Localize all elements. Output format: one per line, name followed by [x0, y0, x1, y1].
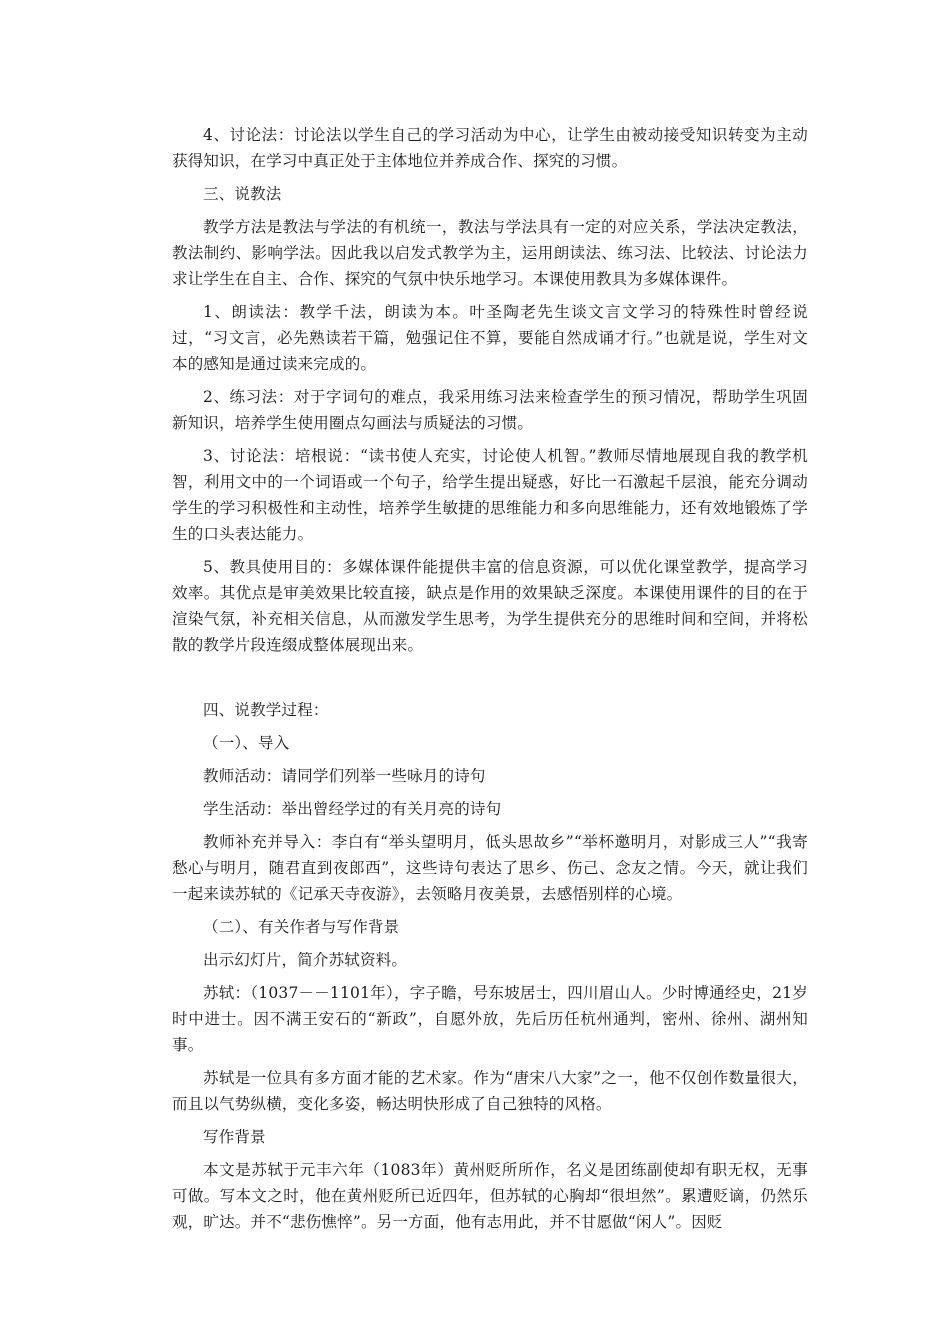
paragraph-slide-intro: 出示幻灯片，简介苏轼资料。: [203, 951, 408, 969]
subheading-author-background: （二）、有关作者与写作背景: [203, 918, 400, 936]
document-body: [172, 122, 808, 1242]
paragraph-su-shi-bio: 苏轼：（1037－－1101年），字子瞻，号东坡居士，四川眉山人。少时博通经史，21岁时中进士。因不满王安石的“新政”，自愿外放，先后历任杭州通判，密州、徐州、湖州知事。: [172, 984, 808, 1054]
paragraph-practice-method: 2、练习法：对于字词句的难点，我采用练习法来检查学生的预习情况，帮助学生巩固新知识，培养学生使用圈点勾画法与质疑法的习惯。: [172, 388, 808, 432]
heading-teaching-process: 四、说教学过程：: [203, 701, 329, 719]
subheading-writing-background: 写作背景: [203, 1128, 266, 1146]
paragraph-teaching-aids: 5、教具使用目的：多媒体课件能提供丰富的信息资源，可以优化课堂教学，提高学习效率。其优点是审美效果比较直接，缺点是作用的效果缺乏深度。本课使用课件的目的在于渲染气氛，补充相关信息，从而激发学生思考，为学生提供充分的思维时间和空间，并将松散的教学片段连缀成整体展现出来。: [172, 558, 808, 654]
section-gap: [172, 665, 808, 697]
paragraph-teacher-supplement: 教师补充并导入：李白有“举头望明月，低头思故乡”“举杯邀明月，对影成三人”“我寄愁心与明月，随君直到夜郎西”，这些诗句表达了思乡、伤己、念友之情。今天，就让我们一起来读苏轼的《记承天寺夜游》，去领略月夜美景，去感悟别样的心境。: [172, 833, 808, 903]
paragraph-writing-background: 本文是苏轼于元丰六年（1083年）黄州贬所所作，名义是团练副使却有职无权，无事可做。写本文之时，他在黄州贬所已近四年，但苏轼的心胸却“很坦然”。累遭贬谪，仍然乐观，旷达。并不“悲伤憔悴”。另一方面，他有志用此，并不甘愿做“闲人”。因贬: [172, 1161, 808, 1231]
subheading-introduction: （一）、导入: [203, 734, 290, 752]
paragraph-teaching-methods-intro: 教学方法是教法与学法的有机统一，教法与学法具有一定的对应关系，学法决定教法，教法制约、影响学法。因此我以启发式教学为主，运用朗读法、练习法、比较法、讨论法力求让学生在自主、合作、探究的气氛中快乐地学习。本课使用教具为多媒体课件。: [172, 218, 808, 288]
paragraph-reading-method: 1、朗读法：教学千法，朗读为本。叶圣陶老先生谈文言文学习的特殊性时曾经说过，“习文言，必先熟读若干篇，勉强记住不算，要能自然成诵才行。”也就是说，学生对文本的感知是通过读来完成的。: [172, 303, 808, 373]
paragraph-teacher-activity: 教师活动：请同学们列举一些咏月的诗句: [203, 767, 486, 785]
heading-teaching-methods: 三、说教法: [203, 185, 282, 203]
paragraph-discussion-method: 4、讨论法：讨论法以学生自己的学习活动为中心，让学生由被动接受知识转变为主动获得知识，在学习中真正处于主体地位并养成合作、探究的习惯。: [172, 126, 808, 170]
paragraph-su-shi-artist: 苏轼是一位具有多方面才能的艺术家。作为“唐宋八大家”之一，他不仅创作数量很大，而且以气势纵横，变化多姿，畅达明快形成了自己独特的风格。: [172, 1069, 808, 1113]
paragraph-discussion-method-2: 3、讨论法：培根说：“读书使人充实，讨论使人机智。”教师尽情地展现自我的教学机智，利用文中的一个词语或一个句子，给学生提出疑惑，好比一石激起千层浪，能充分调动学生的学习积极性和主动性，培养学生敏捷的思维能力和多向思维能力，还有效地锻炼了学生的口头表达能力。: [172, 447, 808, 543]
paragraph-student-activity: 学生活动：举出曾经学过的有关月亮的诗句: [203, 800, 502, 818]
